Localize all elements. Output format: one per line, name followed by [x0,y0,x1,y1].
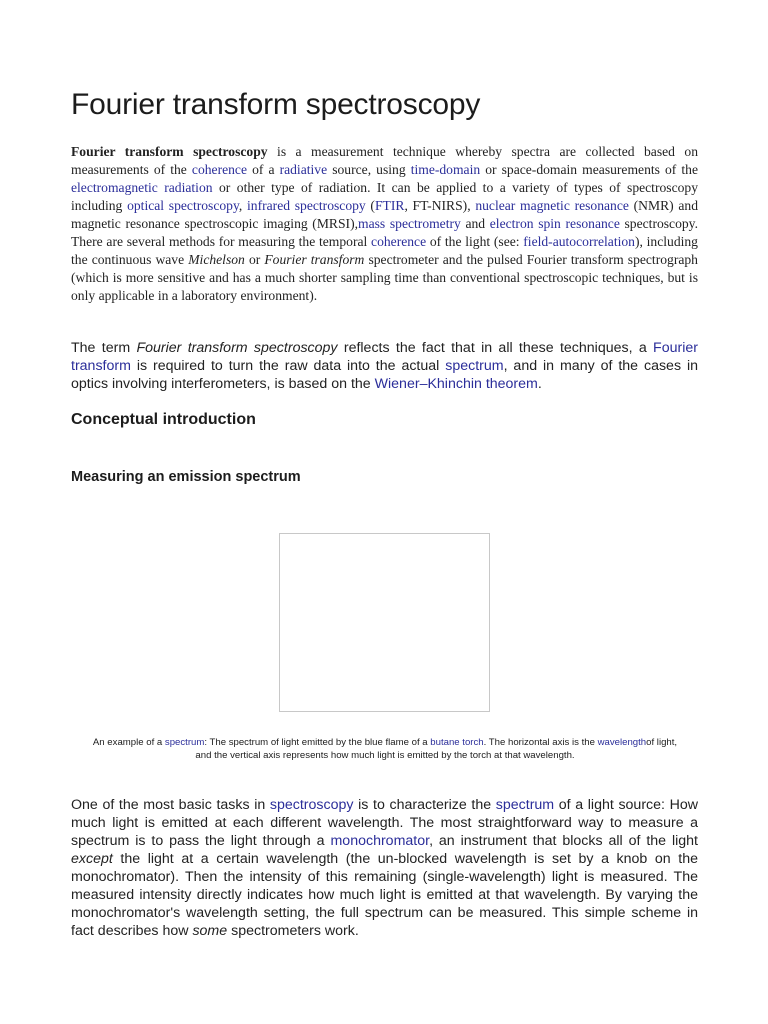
text: source, using [327,162,411,177]
emphasis-term: Fourier transform spectroscopy [136,340,338,356]
link-coherence-2[interactable]: coherence [371,234,427,249]
emphasis-except: except [71,851,113,867]
link-spectrum[interactable]: spectrum [445,358,504,374]
text: , an instrument that blocks all of the light [429,833,698,849]
text: and [460,216,490,231]
text: is a measurement technique whereby spectra are collected based on measurements of the [71,144,698,177]
text: of light, and the vertical axis represents how much light is emitted by the torch at that wavelength. [195,737,678,761]
caption-link-wavelength[interactable]: wavelength [597,737,647,748]
text: is to characterize the [353,797,496,813]
text: ( [365,198,375,213]
text: One of the most basic tasks in [71,797,270,813]
link-electromagnetic-radiation[interactable]: electromagnetic radiation [71,180,213,195]
figure-caption [90,736,680,762]
text: spectrometers work. [227,923,359,939]
term-paragraph [71,339,698,393]
text: . [537,376,542,392]
caption-link-spectrum[interactable]: spectrum [164,737,205,748]
text: : The spectrum of light emitted by the blue flame of a [204,737,431,748]
link-coherence[interactable]: coherence [191,162,247,177]
text: or other type of radiation. It can be applied to a variety of types of spectroscopy including [71,180,698,213]
subsection-heading-emission: Measuring an emission spectrum [71,469,301,485]
link-spectrum-2[interactable]: spectrum [495,797,555,813]
link-time-domain[interactable]: time-domain [410,162,481,177]
link-monochromator[interactable]: monochromator [330,833,430,849]
link-nmr[interactable]: nuclear magnetic resonance [475,198,629,213]
link-infrared-spectroscopy[interactable]: infrared spectroscopy [247,198,366,213]
text: of a [247,162,280,177]
link-optical-spectroscopy[interactable]: optical spectroscopy [127,198,239,213]
figure-image-placeholder [279,533,490,712]
text: of a light source: How much light is emitted at each different wavelength. The most straightforward way to measure a spectrum is to pass the light through a [71,797,698,849]
text: the light at a certain wavelength (the un-blocked wavelength is set by a knob on the monochromator). Then the intensity of this remaining (single-wavelength) light is measured. The measured intensity directly indicates how much light is emitted at that wavelength. By varying the monochromator's wavelength setting, the full spectrum can be measured. This simple scheme in fact describes how [71,851,698,939]
text: , FT-NIRS), [404,198,476,213]
link-radiative[interactable]: radiative [279,162,328,177]
text: An example of a [92,737,165,748]
text: spectrometer and the pulsed Fourier transform spectrograph (which is more sensitive and has a much shorter sampling time than conventional spectroscopic techniques, but is only applicable in a laboratory environment). [71,252,698,303]
link-ftir[interactable]: FTIR [374,198,405,213]
link-spectroscopy[interactable]: spectroscopy [269,797,354,813]
link-mass-spectrometry[interactable]: mass spectrometry [358,216,461,231]
emphasis-michelson: Michelson [188,252,245,267]
section-heading-conceptual: Conceptual introduction [71,411,256,428]
link-fourier-transform[interactable]: Fourier transform [71,340,698,374]
emphasis-some: some [192,923,228,939]
text: of the light (see: [426,234,524,249]
text: or [244,252,265,267]
text: (NMR) and magnetic resonance spectroscopic imaging (MRSI), [71,198,699,231]
emphasis-fourier-transform: Fourier transform [264,252,365,267]
link-wiener-khinchin[interactable]: Wiener–Khinchin theorem [374,376,538,392]
text: ), including the continuous wave [71,234,698,267]
text: The term [71,340,137,356]
text: spectroscopy. There are several methods for measuring the temporal [71,216,698,249]
link-field-autocorrelation[interactable]: field-autocorrelation [523,234,635,249]
text: is required to turn the raw data into the actual [130,358,446,374]
caption-link-butane-torch[interactable]: butane torch [430,737,484,748]
page-title: Fourier transform spectroscopy [71,88,481,121]
text: or space-domain measurements of the [480,162,699,177]
text: . The horizontal axis is the [483,737,598,748]
intro-term: Fourier transform spectroscopy [71,144,268,159]
text: , and in many of the cases in optics involving interferometers, is based on the [71,358,698,392]
text: reflects the fact that in all these techniques, a [337,340,654,356]
emission-paragraph [71,796,698,940]
text: , [238,198,247,213]
link-esr[interactable]: electron spin resonance [489,216,620,231]
intro-paragraph [71,143,698,305]
